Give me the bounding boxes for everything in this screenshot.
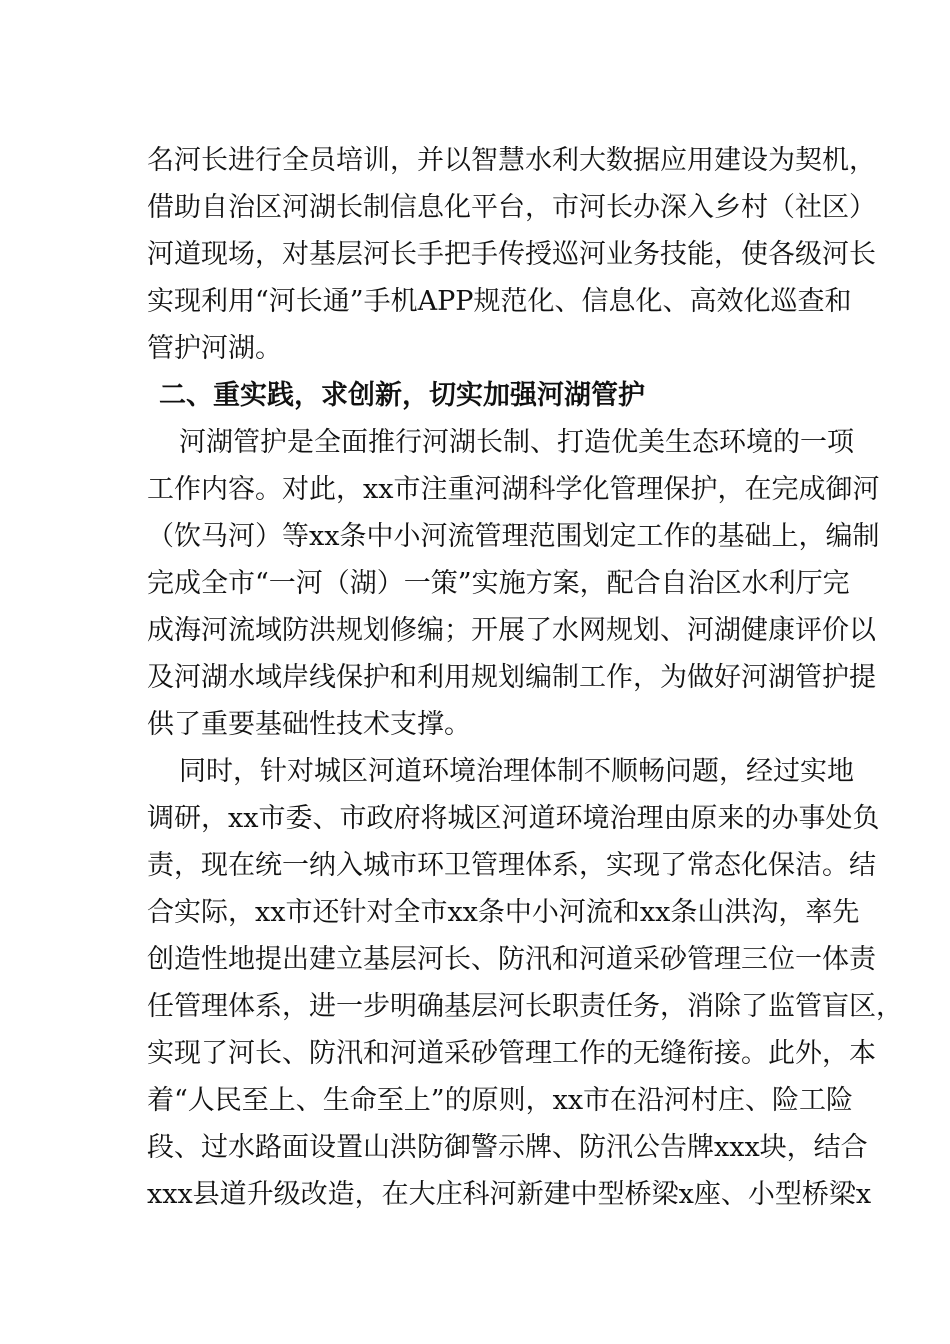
- text-line: 名河长进行全员培训，并以智慧水利大数据应用建设为契机，: [147, 145, 876, 176]
- text-line: 及河湖水域岸线保护和利用规划编制工作，为做好河湖管护提: [147, 662, 876, 693]
- text-line: 调研，xx市委、市政府将城区河道环境治理由原来的办事处负: [147, 803, 880, 834]
- text-line: 段、过水路面设置山洪防御警示牌、防汛公告牌xxx块，结合: [147, 1132, 868, 1163]
- section-heading: 二、重实践，求创新，切实加强河湖管护: [159, 380, 645, 411]
- paragraph-2: [147, 419, 880, 748]
- text-line: 任管理体系，进一步明确基层河长职责任务，消除了监管盲区，: [147, 991, 903, 1022]
- text-line: 责，现在统一纳入城市环卫管理体系，实现了常态化保洁。结: [147, 850, 876, 881]
- text-line: 工作内容。对此，xx市注重河湖科学化管理保护，在完成御河: [147, 474, 880, 505]
- text-line: 同时，针对城区河道环境治理体制不顺畅问题，经过实地: [179, 756, 854, 787]
- text-line: （饮马河）等xx条中小河流管理范围划定工作的基础上，编制: [147, 521, 880, 552]
- text-line: 河湖管护是全面推行河湖长制、打造优美生态环境的一项: [179, 427, 854, 458]
- text-line: 河道现场，对基层河长手把手传授巡河业务技能，使各级河长: [147, 239, 876, 270]
- paragraph-1: [147, 137, 876, 372]
- text-line: 实现利用“河长通”手机APP规范化、信息化、高效化巡查和: [147, 286, 852, 317]
- text-line: 合实际，xx市还针对全市xx条中小河流和xx条山洪沟，率先: [147, 897, 860, 928]
- text-line: 着“人民至上、生命至上”的原则，xx市在沿河村庄、险工险: [147, 1085, 854, 1116]
- text-line: 创造性地提出建立基层河长、防汛和河道采砂管理三位一体责: [147, 944, 876, 975]
- text-line: 成海河流域防洪规划修编；开展了水网规划、河湖健康评价以: [147, 615, 876, 646]
- text-line: 借助自治区河湖长制信息化平台，市河长办深入乡村（社区）: [147, 192, 876, 223]
- text-line: xxx县道升级改造，在大庄科河新建中型桥梁x座、小型桥梁x: [147, 1179, 872, 1210]
- text-line: 完成全市“一河（湖）一策”实施方案，配合自治区水利厅完: [147, 568, 850, 599]
- text-line: 实现了河长、防汛和河道采砂管理工作的无缝衔接。此外，本: [147, 1038, 876, 1069]
- text-line: 供了重要基础性技术支撑。: [147, 709, 471, 740]
- document-page: [147, 137, 903, 1218]
- paragraph-3: [147, 748, 903, 1218]
- text-line: 管护河湖。: [147, 333, 282, 364]
